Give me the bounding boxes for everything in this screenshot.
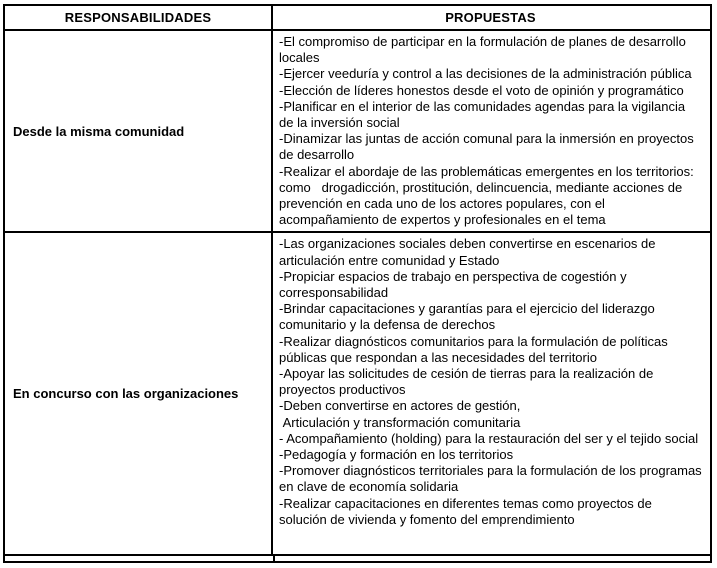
row-label-organizaciones: En concurso con las organizaciones [5, 233, 273, 554]
propuestas-cell-comunidad [273, 31, 710, 231]
propuesta-item: -Promover diagnósticos territoriales para la formulación de los programas en clave de economía solidaria [279, 463, 706, 495]
column-header-responsabilidades: RESPONSABILIDADES [5, 6, 273, 29]
propuesta-item: -Realizar capacitaciones en diferentes temas como proyectos de solución de vivienda y fomento del emprendimiento [279, 495, 656, 527]
propuesta-item: - Acompañamiento (holding) para la restauración del ser y el tejido social [279, 430, 699, 446]
bottom-rule-left-segment [5, 556, 275, 561]
propuesta-item: -Las organizaciones sociales deben convertirse en escenarios de articulación entre comunidad y Estado [279, 236, 660, 268]
propuesta-item: -Deben convertirse en actores de gestión, [279, 398, 521, 414]
column-header-propuestas: PROPUESTAS [445, 10, 536, 25]
table-row-organizaciones [5, 233, 710, 554]
propuesta-item: -Dinamizar las juntas de acción comunal para la inmersión en proyectos de desarrollo [279, 131, 698, 163]
table-row-comunidad [5, 31, 710, 233]
responsibilities-proposals-table [3, 4, 712, 563]
row-label-comunidad: Desde la misma comunidad [5, 31, 273, 231]
table-header-row [5, 6, 710, 31]
propuesta-item: -Ejercer veeduría y control a las decisiones de la administración pública [279, 66, 692, 82]
propuesta-item: -El compromiso de participar en la formulación de planes de desarrollo locales [279, 34, 690, 66]
propuesta-item: -Apoyar las solicitudes de cesión de tierras para la realización de proyectos productivos [279, 366, 657, 398]
table-bottom-rule [5, 554, 710, 561]
propuesta-item: -Brindar capacitaciones y garantías para el ejercicio del liderazgo comunitario y la defensa de derechos [279, 301, 659, 333]
propuestas-cell-organizaciones [273, 233, 710, 554]
propuesta-item: -Elección de líderes honestos desde el voto de opinión y programático [279, 82, 684, 98]
propuesta-item: -Realizar diagnósticos comunitarios para la formulación de políticas públicas que respondan a las necesidades del territorio [279, 333, 672, 365]
propuesta-item: -Propiciar espacios de trabajo en perspectiva de cogestión y corresponsabilidad [279, 268, 631, 301]
propuesta-item: -Realizar el abordaje de las problemáticas emergentes en los territorios: como drogadicción, prostitución, delincuencia, mediante acciones de prevención en cada uno de los actores populares, con el acompañamiento de expertos y profesionales en el tema [279, 163, 698, 228]
propuesta-item: Articulación y transformación comunitaria [279, 414, 521, 430]
propuesta-item: -Pedagogía y formación en los territorios [279, 447, 514, 463]
propuesta-item: -Planificar en el interior de las comunidades agendas para la vigilancia de la inversión social [279, 98, 689, 131]
